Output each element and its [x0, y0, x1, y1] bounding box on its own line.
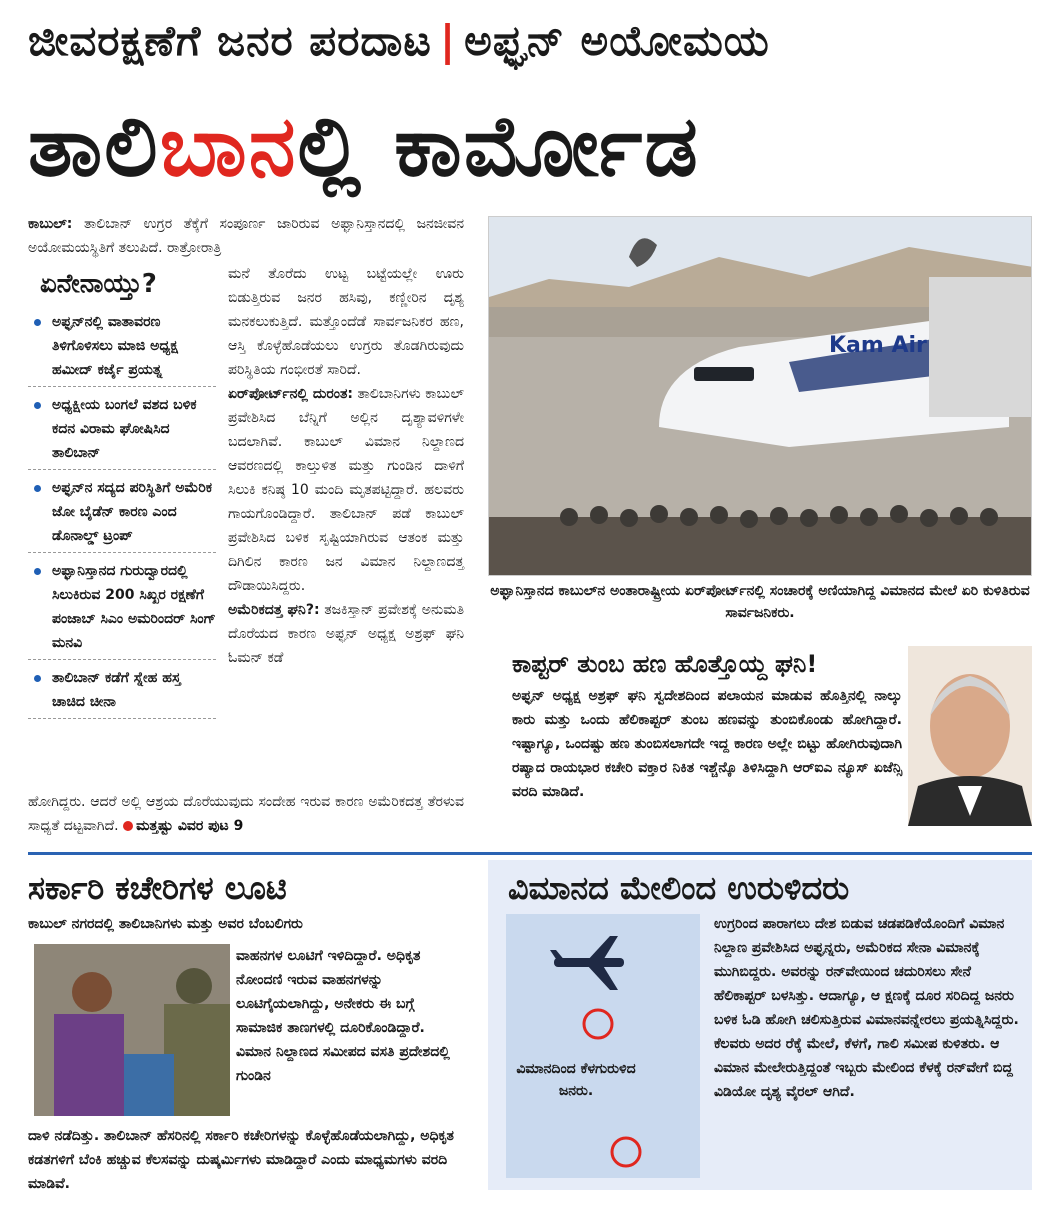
ghani-photo [908, 646, 1032, 826]
headline-part-red: ಬಾನ [159, 97, 298, 195]
fall-title: ವಿಮಾನದ ಮೇಲಿಂದ ಉರುಳಿದರು [508, 869, 850, 907]
loot-intro: ಕಾಬುಲ್ ನಗರದಲ್ಲಿ ತಾಲಿಬಾನಿಗಳು ಮತ್ತು ಅವರ ಬೆಂಬಲಿಗರು [28, 916, 303, 932]
bullet-icon [34, 402, 41, 409]
airport-photo-caption: ಅಫ್ಘಾನಿಸ್ತಾನದ ಕಾಬುಲ್‌ನ ಅಂತಾರಾಷ್ಟ್ರೀಯ ಏರ್‌ಪೋರ್ಟ್‌ನಲ್ಲಿ ಸಂಚಾರಕ್ಕೆ ಅಣಿಯಾಗಿದ್ದ ವಿಮಾನದ ಮೇಲೆ ಏರಿ ಕುಳಿತಿರುವ ಸಾರ್ವಜನಿಕರು. [490, 583, 1030, 621]
kicker-right: ಅಫ್ಘನ್ ಅಯೋಮಯ [464, 16, 770, 65]
kicker-left: ಜೀವರಕ್ಷಣೆಗೆ ಜನರ ಪರದಾಟ [28, 16, 432, 65]
list-item-text: ಅಫ್ಘನ್‌ನಲ್ಲಿ ವಾತಾವರಣ ತಿಳಿಗೊಳಿಸಲು ಮಾಜಿ ಅಧ್ಯಕ್ಷ ಹಮೀದ್ ಕರ್ಜೈ ಪ್ರಯತ್ನ [52, 314, 178, 378]
ghani-text: ಅಫ್ಘನ್ ಅಧ್ಯಕ್ಷ ಅಶ್ರಫ್ ಘನಿ ಸ್ವದೇಶದಿಂದ ಪಲಾಯನ ಮಾಡುವ ಹೊತ್ತಿನಲ್ಲಿ ನಾಲ್ಕು ಕಾರು ಮತ್ತು ಒಂದು ಹೆಲಿಕಾಪ್ಟರ್ ತುಂಬ ಹಣವನ್ನು ತುಂಬಿಕೊಂಡು ಹೋಗಿದ್ದಾರೆ. ಇಷ್ಟಾಗ್ಯೂ, ಒಂದಷ್ಟು ಹಣ ತುಂಬಿಸಲಾಗದೇ ಇದ್ದ ಕಾರಣ ಅಲ್ಲೇ ಬಿಟ್ಟು ಹೋಗಿರುವುದಾಗಿ ರಷ್ಯಾದ ರಾಯಭಾರ ಕಚೇರಿ ವಕ್ತಾರ ನಿಕಿತ ಇಶ್ಚೆನ್ಕೊ ತಿಳಿಸಿದ್ದಾಗಿ ಆರ್‌ಐಎ ನ್ಯೂಸ್ ಏಜೆನ್ಸಿ ವರದಿ ಮಾಡಿದೆ. [512, 688, 902, 800]
subhead-ghani-text: ತಜಕಿಸ್ತಾನ್ ಪ್ರವೇಶಕ್ಕೆ ಅನುಮತಿ ದೊರೆಯದ ಕಾರಣ ಅಫ್ಘನ್ ಅಧ್ಯಕ್ಷ ಅಶ್ರಫ್ ಘನಿ ಓಮನ್ ಕಡೆ [228, 602, 464, 666]
airline-logo-text: Kam Air [829, 333, 927, 358]
continued-label: ಮತ್ತಷ್ಟು ವಿವರ ಪುಟ 9 [136, 818, 244, 834]
list-item-text: ತಾಲಿಬಾನ್ ಕಡೆಗೆ ಸ್ನೇಹ ಹಸ್ತ ಚಾಚಿದ ಚೀನಾ [52, 670, 181, 710]
list-item-text: ಅಧ್ಯಕ್ಷೀಯ ಬಂಗಲೆ ವಶದ ಬಳಿಕ ಕದನ ವಿರಾಮ ಘೋಷಿಸಿದ ತಾಲಿಬಾನ್ [52, 397, 197, 461]
headline-part-1: ತಾಲಿ [28, 97, 160, 195]
sidebar-list [28, 308, 216, 723]
main-headline [28, 82, 1028, 210]
bullet-icon [34, 568, 41, 575]
fall-text: ಉಗ್ರರಿಂದ ಪಾರಾಗಲು ದೇಶ ಬಿಡುವ ಚಡಪಡಿಕೆಯೊಂದಿಗೆ ವಿಮಾನ ನಿಲ್ದಾಣ ಪ್ರವೇಶಿಸಿದ ಅಫ್ಘನ್ನರು, ಅಮೆರಿಕದ ಸೇನಾ ವಿಮಾನಕ್ಕೆ ಮುಗಿಬಿದ್ದರು. ಅವರನ್ನು ರನ್‌ವೇಯಿಂದ ಚದುರಿಸಲು ಸೇನೆ ಹೆಲಿಕಾಪ್ಟರ್ ಬಳಸಿತ್ತು. ಆದಾಗ್ಯೂ, ಆ ಕ್ಷಣಕ್ಕೆ ದೂರ ಸರಿದಿದ್ದ ಜನರು ಬಳಿಕ ಓಡಿ ಹೋಗಿ ಚಲಿಸುತ್ತಿರುವ ವಿಮಾನವನ್ನೇರಲು ಪ್ರಯತ್ನಿಸಿದ್ದರು. ಕೆಲವರು ಅದರ ರೆಕ್ಕೆ ಮೇಲೆ, ಕೆಳಗೆ, ಗಾಲಿ ಸಮೀಪ ಕುಳಿತರು. ಆ ವಿಮಾನ ಮೇಲೇರುತ್ತಿದ್ದಂತೆ ಇಬ್ಬರು ಮೇಲಿಂದ ಕೆಳಕ್ಕೆ ರನ್‌ವೇಗೆ ಬಿದ್ದ ವಿಡಿಯೋ ದೃಶ್ಯ ವೈರಲ್ ಆಗಿದೆ. [714, 916, 1019, 1100]
subhead-airport: ಏರ್‌ಪೋರ್ಟ್‌ನಲ್ಲಿ ದುರಂತ: [228, 386, 354, 402]
portrait-illustration [908, 646, 1032, 826]
airport-photo [488, 216, 1032, 576]
list-item [28, 391, 216, 470]
arrow-icon [123, 821, 133, 831]
airport-photo-illustration [489, 217, 1032, 576]
ghani-title: ಕಾಪ್ಟರ್ ತುಂಬ ಹಣ ಹೊತ್ತೊಯ್ದ ಘನಿ! [512, 650, 818, 678]
kicker-separator: | [439, 16, 457, 65]
plane-sky-illustration [506, 914, 700, 1178]
loot-bottom-text: ದಾಳಿ ನಡೆದಿತ್ತು. ತಾಲಿಬಾನ್ ಹೆಸರಿನಲ್ಲಿ ಸರ್ಕಾರಿ ಕಚೇರಿಗಳನ್ನು ಕೊಳ್ಳೆಹೊಡೆಯಲಾಗಿದ್ದು, ಅಧಿಕೃತ ಕಡತಗಳಿಗೆ ಬೆಂಕಿ ಹಚ್ಚುವ ಕೆಲಸವನ್ನು ದುಷ್ಕರ್ಮಿಗಳು ಮಾಡಿದ್ದಾರೆ ಎಂದು ಮಾಧ್ಯಮಗಳು ವರದಿ ಮಾಡಿವೆ. [28, 1128, 454, 1192]
lead-column-text: ಮನೆ ತೊರೆದು ಉಟ್ಟ ಬಟ್ಟೆಯಲ್ಲೇ ಊರು ಬಿಡುತ್ತಿರುವ ಜನರ ಹಸಿವು, ಕಣ್ಣೀರಿನ ದೃಶ್ಯ ಮನಕಲುಕುತ್ತಿದೆ. ಮತ್ತೊಂದೆಡೆ ಸಾರ್ವಜನಿಕರ ಹಣ, ಆಸ್ತಿ ಕೊಳ್ಳೆಹೊಡೆಯಲು ಉಗ್ರರು ತೊಡಗಿರುವುದು ಪರಿಸ್ಥಿತಿಯ ಗಂಭೀರತೆ ಸಾರಿದೆ. [228, 266, 464, 378]
lead-intro [28, 212, 464, 260]
lead-bottom-text: ಹೋಗಿದ್ದರು. ಆದರೆ ಅಲ್ಲಿ ಆಶ್ರಯ ದೊರೆಯುವುದು ಸಂದೇಹ ಇರುವ ಕಾರಣ ಅಮೆರಿಕದತ್ತ ತೆರಳುವ ಸಾಧ್ಯತೆ ದಟ್ಟವಾಗಿದೆ. [28, 794, 464, 834]
list-item [28, 557, 216, 660]
list-item [28, 474, 216, 553]
list-item [28, 664, 216, 719]
list-item [28, 308, 216, 387]
loot-side-text: ವಾಹನಗಳ ಲೂಟಿಗೆ ಇಳಿದಿದ್ದಾರೆ. ಅಧಿಕೃತ ನೋಂದಣಿ ಇರುವ ವಾಹನಗಳನ್ನು ಲೂಟಿಗೈಯಲಾಗಿದ್ದು, ಅನೇಕರು ಈ ಬಗ್ಗೆ ಸಾಮಾಜಿಕ ತಾಣಗಳಲ್ಲಿ ದೂರಿಕೊಂಡಿದ್ದಾರೆ. ವಿಮಾನ ನಿಲ್ದಾಣದ ಸಮೀಪದ ವಸತಿ ಪ್ರದೇಶದಲ್ಲಿ ಗುಂಡಿನ [236, 948, 450, 1084]
loot-photo-illustration [34, 944, 230, 1116]
sidebar-title: ಏನೇನಾಯ್ತು? [40, 269, 157, 299]
list-item-text: ಅಫ್ಘಾನಿಸ್ತಾನದ ಗುರುದ್ವಾರದಲ್ಲಿ ಸಿಲುಕಿರುವ 200 ಸಿಖ್ಖರ ರಕ್ಷಣೆಗೆ ಪಂಜಾಬ್ ಸಿಎಂ ಅಮರಿಂದರ್ ಸಿಂಗ್ ಮನವಿ [52, 563, 216, 651]
lead-bottom [28, 790, 464, 838]
loot-photo [34, 944, 230, 1116]
lead-column [228, 262, 464, 670]
bullet-icon [34, 485, 41, 492]
continued-link[interactable] [123, 818, 243, 834]
section-divider [28, 852, 1032, 855]
lead-intro-text: ತಾಲಿಬಾನ್ ಉಗ್ರರ ತೆಕ್ಕೆಗೆ ಸಂಪೂರ್ಣ ಜಾರಿರುವ ಅಫ್ಘಾನಿಸ್ತಾನದಲ್ಲಿ ಜನಜೀವನ ಅಯೋಮಯಸ್ಥಿತಿಗೆ ತಲುಪಿದೆ. ರಾತ್ರೋರಾತ್ರಿ [28, 216, 464, 256]
falling-photo [506, 914, 700, 1178]
dateline: ಕಾಬುಲ್: [28, 216, 73, 232]
loot-title: ಸರ್ಕಾರಿ ಕಚೇರಿಗಳ ಲೂಟಿ [28, 869, 287, 907]
subhead-ghani: ಅಮೆರಿಕದತ್ತ ಘನಿ?: [228, 602, 320, 618]
falling-photo-caption: ವಿಮಾನದಿಂದ ಕೆಳಗುರುಳಿದ ಜನರು. [516, 1061, 636, 1099]
bullet-icon [34, 675, 41, 682]
bullet-icon [34, 319, 41, 326]
list-item-text: ಅಫ್ಘನ್‌ನ ಸದ್ಯದ ಪರಿಸ್ಥಿತಿಗೆ ಅಮೆರಿಕ ಜೋ ಬೈಡೆನ್ ಕಾರಣ ಎಂದ ಡೊನಾಲ್ಡ್ ಟ್ರಂಪ್ [52, 480, 213, 544]
subhead-airport-text: ತಾಲಿಬಾನಿಗಳು ಕಾಬುಲ್ ಪ್ರವೇಶಿಸಿದ ಬೆನ್ನಿಗೆ ಅಲ್ಲಿನ ದೃಶ್ಯಾವಳಿಗಳೇ ಬದಲಾಗಿವೆ. ಕಾಬುಲ್ ವಿಮಾನ ನಿಲ್ದಾಣದ ಆವರಣದಲ್ಲಿ ಕಾಲ್ತುಳಿತ ಮತ್ತು ಗುಂಡಿನ ದಾಳಿಗೆ ಸಿಲುಕಿ ಕನಿಷ್ಠ 10 ಮಂದಿ ಮೃತಪಟ್ಟಿದ್ದಾರೆ. ಹಲವರು ಗಾಯಗೊಂಡಿದ್ದಾರೆ. ತಾಲಿಬಾನ್ ಪಡೆ ಕಾಬುಲ್ ಪ್ರವೇಶಿಸಿದ ಬಳಿಕ ಸೃಷ್ಟಿಯಾಗಿರುವ ಆತಂಕ ಮತ್ತು ದಿಗಿಲಿನ ಕಾರಣ ಜನ ವಿಮಾನ ನಿಲ್ದಾಣದತ್ತ ದೌಡಾಯಿಸಿದ್ದರು. [228, 386, 464, 594]
headline-part-3: ಲ್ಲಿ ಕಾರ್ಮೋಡ [297, 97, 700, 195]
headline-kicker [28, 8, 1028, 74]
